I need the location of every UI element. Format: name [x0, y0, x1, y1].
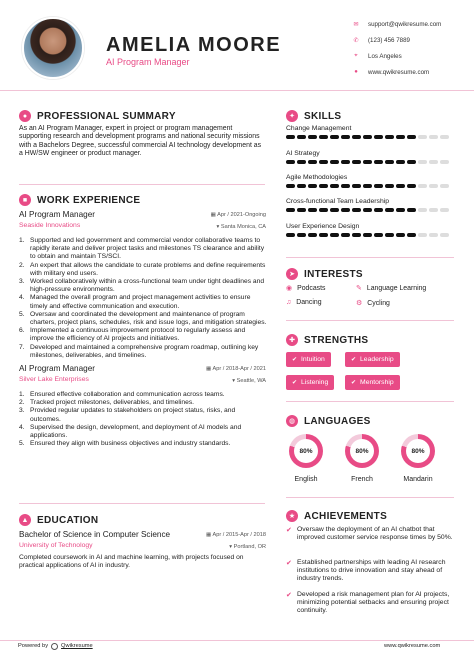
- rating-dot: [418, 233, 427, 237]
- list-item: 4. Managed the overall program and project management activities to ensure timely and effective communication and execution.: [19, 294, 251, 310]
- job-dates: ▦ Apr / 2018-Apr / 2021: [205, 366, 266, 372]
- language-icon: ✎: [356, 285, 362, 292]
- strength-tag: ✔ Mentorship: [345, 375, 400, 390]
- rating-dot: [396, 233, 405, 237]
- rating-dot: [396, 208, 405, 212]
- language-name: Mandarin: [403, 476, 433, 483]
- powered-by: Powered by Qwikresume: [18, 643, 93, 649]
- strength-tag: ✔ Intuition: [286, 352, 331, 367]
- dancing-icon: ♫: [286, 299, 292, 306]
- rating-dot: [374, 208, 383, 212]
- achievement-item: ✔ Oversaw the deployment of an AI chatbot that improved customer service response times by 50%.: [286, 526, 453, 542]
- pin-icon: ▾: [232, 378, 237, 384]
- strength-tag: ✔ Leadership: [345, 352, 400, 367]
- list-item: 4. Supervised the design, development, and deployment of AI models and applications.: [19, 423, 242, 440]
- rating-dot: [429, 184, 438, 188]
- rating-dot: [363, 160, 372, 164]
- rating-dot: [385, 184, 394, 188]
- calendar-icon: ▦: [205, 366, 213, 372]
- rating-dot: [286, 208, 295, 212]
- list-item: 1. Ensured effective collaboration and communication across teams.: [19, 391, 225, 398]
- rating-dot: [385, 135, 394, 139]
- trophy-icon: ★: [286, 510, 298, 522]
- interest-item: ⚙ Cycling: [356, 299, 390, 307]
- list-item: 5. Oversaw and coordinated the development and maintenance of program charters, project plans, schedules, risk and issue logs, and mitigation strategies.: [19, 310, 267, 327]
- education-location: ▾ Portland, OR: [229, 544, 266, 550]
- rating-dot: [319, 208, 328, 212]
- rating-dot: [297, 208, 306, 212]
- job-company: Silver Lake Enterprises: [19, 376, 89, 383]
- rating-dot: [418, 208, 427, 212]
- rating-dot: [440, 208, 449, 212]
- contact-location: ⌖ Los Angeles: [352, 48, 441, 64]
- job-bullets: [19, 237, 267, 360]
- contact-email[interactable]: ✉ support@qwikresume.com: [353, 20, 442, 28]
- rating-dot: [341, 160, 350, 164]
- achievement-item: ✔ Established partnerships with leading AI research institutions to drive innovation and stay ahead of industry trends.: [286, 559, 446, 583]
- rating-dot: [440, 160, 449, 164]
- contact-phone[interactable]: ✆ (123) 456 7889: [353, 36, 410, 44]
- dumbbell-icon: ✚: [286, 334, 298, 346]
- skill-rating: [286, 135, 454, 139]
- rating-dot: [407, 233, 416, 237]
- section-divider: [286, 401, 454, 402]
- bulb-icon: ✦: [286, 110, 298, 122]
- rating-dot: [385, 233, 394, 237]
- rating-dot: [385, 208, 394, 212]
- interests-heading: ➤ INTERESTS: [286, 268, 363, 280]
- rating-dot: [286, 160, 295, 164]
- summary-heading: ● PROFESSIONAL SUMMARY: [19, 110, 176, 122]
- web-icon: ●: [354, 69, 358, 75]
- rating-dot: [374, 184, 383, 188]
- interest-item: ♫ Dancing: [286, 299, 322, 306]
- languages-heading: ◍ LANGUAGES: [286, 415, 371, 427]
- rating-dot: [407, 184, 416, 188]
- rating-dot: [297, 135, 306, 139]
- check-icon: ✔: [292, 357, 298, 363]
- experience-heading: ■ WORK EXPERIENCE: [19, 194, 140, 206]
- section-divider: [286, 497, 454, 498]
- summary-text: As an AI Program Manager, expert in project or program management supporting research and development programs and national security missions with a Bachelors Degree, successful commercial AI technology development as a HW/SW engineer or product manager.: [19, 125, 262, 158]
- education-heading: ▲ EDUCATION: [19, 514, 98, 526]
- list-item: 2. An expert that allows the candidate to curate problems and define requirements with military end users.: [19, 261, 266, 277]
- rocket-icon: ➤: [286, 268, 298, 280]
- rating-dot: [429, 233, 438, 237]
- podcast-icon: ◉: [286, 285, 293, 292]
- cycling-icon: ⚙: [356, 300, 363, 307]
- strengths-heading: ✚ STRENGTHS: [286, 334, 368, 346]
- strength-tag: ✔ Listening: [286, 375, 334, 390]
- pin-icon: ▾: [229, 544, 234, 550]
- rating-dot: [363, 233, 372, 237]
- skill-item: Change Management: [286, 125, 454, 139]
- language-name: French: [351, 476, 373, 483]
- rating-dot: [396, 135, 405, 139]
- check-circle-icon: ✔: [286, 592, 292, 599]
- rating-dot: [429, 135, 438, 139]
- skill-rating: [286, 160, 454, 164]
- achievements-heading: ★ ACHIEVEMENTS: [286, 510, 387, 522]
- globe-icon: ◍: [286, 415, 298, 427]
- rating-dot: [352, 208, 361, 212]
- rating-dot: [374, 233, 383, 237]
- calendar-icon: ▦: [210, 212, 218, 218]
- list-item: 7. Developed and maintained a comprehensive program roadmap, outlining key milestones, deliverables, and timelines.: [19, 343, 259, 359]
- school-name: University of Technology: [19, 542, 93, 549]
- skill-item: User Experience Design: [286, 223, 454, 237]
- pin-icon: ▾: [216, 224, 221, 230]
- footer-url[interactable]: www.qwikresume.com: [384, 643, 441, 649]
- list-item: 2. Tracked project milestones, deliverables, and timelines.: [19, 399, 195, 407]
- graduation-cap-icon: ▲: [19, 514, 31, 526]
- rating-dot: [385, 160, 394, 164]
- rating-dot: [330, 160, 339, 164]
- job-company: Seaside Innovations: [19, 222, 81, 229]
- list-item: 3. Worked collaboratively within a cross-functional team under tight deadlines and high-pressure environments.: [19, 278, 265, 294]
- contact-list: [352, 16, 441, 80]
- profile-photo: [22, 17, 84, 79]
- rating-dot: [363, 208, 372, 212]
- rating-dot: [297, 160, 306, 164]
- rating-dot: [374, 160, 383, 164]
- rating-dot: [440, 135, 449, 139]
- list-item: 3. Provided regular updates to stakeholders on project status, risks, and outcomes.: [19, 407, 236, 423]
- rating-dot: [319, 184, 328, 188]
- skill-rating: [286, 208, 454, 212]
- rating-dot: [418, 184, 427, 188]
- rating-dot: [440, 233, 449, 237]
- rating-dot: [429, 160, 438, 164]
- rating-dot: [319, 233, 328, 237]
- rating-dot: [352, 233, 361, 237]
- skill-item: Agile Methodologies: [286, 174, 454, 188]
- degree-title: Bachelor of Science in Computer Science: [19, 530, 171, 539]
- skills-heading: ✦ SKILLS: [286, 110, 341, 122]
- language-ring: 80%: [289, 434, 323, 468]
- check-icon: ✔: [292, 380, 298, 386]
- job-location: ▾ Seattle, WA: [232, 378, 266, 384]
- list-item: 6. Implemented a continuous improvement protocol to regularly assess and improve the efficiency of AI projects and initiatives.: [19, 327, 246, 343]
- job-bullets: [19, 391, 267, 448]
- interest-item: ◉ Podcasts: [286, 284, 326, 292]
- rating-dot: [308, 160, 317, 164]
- phone-icon: ✆: [353, 37, 359, 44]
- rating-dot: [297, 233, 306, 237]
- rating-dot: [374, 135, 383, 139]
- rating-dot: [429, 208, 438, 212]
- section-divider: [19, 184, 265, 185]
- contact-web[interactable]: ● www.qwikresume.com: [352, 64, 441, 80]
- check-circle-icon: ✔: [286, 560, 292, 567]
- rating-dot: [440, 184, 449, 188]
- rating-dot: [319, 160, 328, 164]
- rating-dot: [341, 135, 350, 139]
- rating-dot: [396, 184, 405, 188]
- rating-dot: [418, 135, 427, 139]
- list-item: 1. Supported and led government and commercial vendor collaborative teams to rapidly iterate and deliver project tasks and milestones TS clearance and ability to obtain and maintain TS/SCI.: [19, 237, 265, 261]
- rating-dot: [341, 233, 350, 237]
- check-circle-icon: ✔: [286, 527, 292, 534]
- section-divider: [286, 320, 454, 321]
- rating-dot: [418, 160, 427, 164]
- check-icon: ✔: [351, 380, 357, 386]
- skill-rating: [286, 233, 454, 237]
- rating-dot: [286, 135, 295, 139]
- rating-dot: [308, 135, 317, 139]
- rating-dot: [297, 184, 306, 188]
- qwikresume-logo-icon: [51, 643, 58, 650]
- job-title: AI Program Manager: [19, 364, 95, 373]
- language-ring: 80%: [345, 434, 379, 468]
- rating-dot: [363, 184, 372, 188]
- education-dates: ▦ Apr / 2015-Apr / 2018: [205, 532, 266, 538]
- rating-dot: [330, 184, 339, 188]
- interest-item: ✎ Language Learning: [356, 284, 427, 292]
- job-dates: ▦ Apr / 2021-Ongoing: [210, 212, 266, 218]
- language-ring: 80%: [401, 434, 435, 468]
- location-icon: ⌖: [354, 52, 358, 59]
- rating-dot: [396, 160, 405, 164]
- email-icon: ✉: [353, 21, 359, 28]
- rating-dot: [308, 184, 317, 188]
- achievement-item: ✔ Developed a risk management plan for AI projects, minimizing potential setbacks and ensuring project continuity.: [286, 591, 450, 615]
- rating-dot: [352, 184, 361, 188]
- candidate-name: AMELIA MOORE: [106, 34, 282, 56]
- section-divider: [19, 503, 265, 504]
- rating-dot: [308, 233, 317, 237]
- rating-dot: [330, 233, 339, 237]
- rating-dot: [341, 184, 350, 188]
- section-divider: [286, 257, 454, 258]
- rating-dot: [330, 208, 339, 212]
- rating-dot: [330, 135, 339, 139]
- rating-dot: [407, 135, 416, 139]
- calendar-icon: ▦: [205, 532, 213, 538]
- rating-dot: [352, 160, 361, 164]
- list-item: 5. Ensured they align with business objectives and industry standards.: [19, 440, 231, 448]
- skill-item: Cross-functional Team Leadership: [286, 198, 454, 212]
- rating-dot: [407, 160, 416, 164]
- rating-dot: [407, 208, 416, 212]
- rating-dot: [363, 135, 372, 139]
- rating-dot: [308, 208, 317, 212]
- rating-dot: [319, 135, 328, 139]
- rating-dot: [341, 208, 350, 212]
- candidate-title: AI Program Manager: [106, 57, 190, 67]
- check-icon: ✔: [351, 357, 357, 363]
- job-title: AI Program Manager: [19, 210, 95, 219]
- rating-dot: [286, 233, 295, 237]
- skill-item: AI Strategy: [286, 150, 454, 164]
- skill-rating: [286, 184, 454, 188]
- language-name: English: [294, 476, 318, 483]
- briefcase-icon: ■: [19, 194, 31, 206]
- job-location: ▾ Santa Monica, CA: [216, 224, 266, 230]
- header-divider: [0, 90, 474, 91]
- rating-dot: [352, 135, 361, 139]
- person-icon: ●: [19, 110, 31, 122]
- rating-dot: [286, 184, 295, 188]
- education-text: Completed coursework in AI and machine learning, with projects focused on practical applications of AI in industry.: [19, 554, 244, 570]
